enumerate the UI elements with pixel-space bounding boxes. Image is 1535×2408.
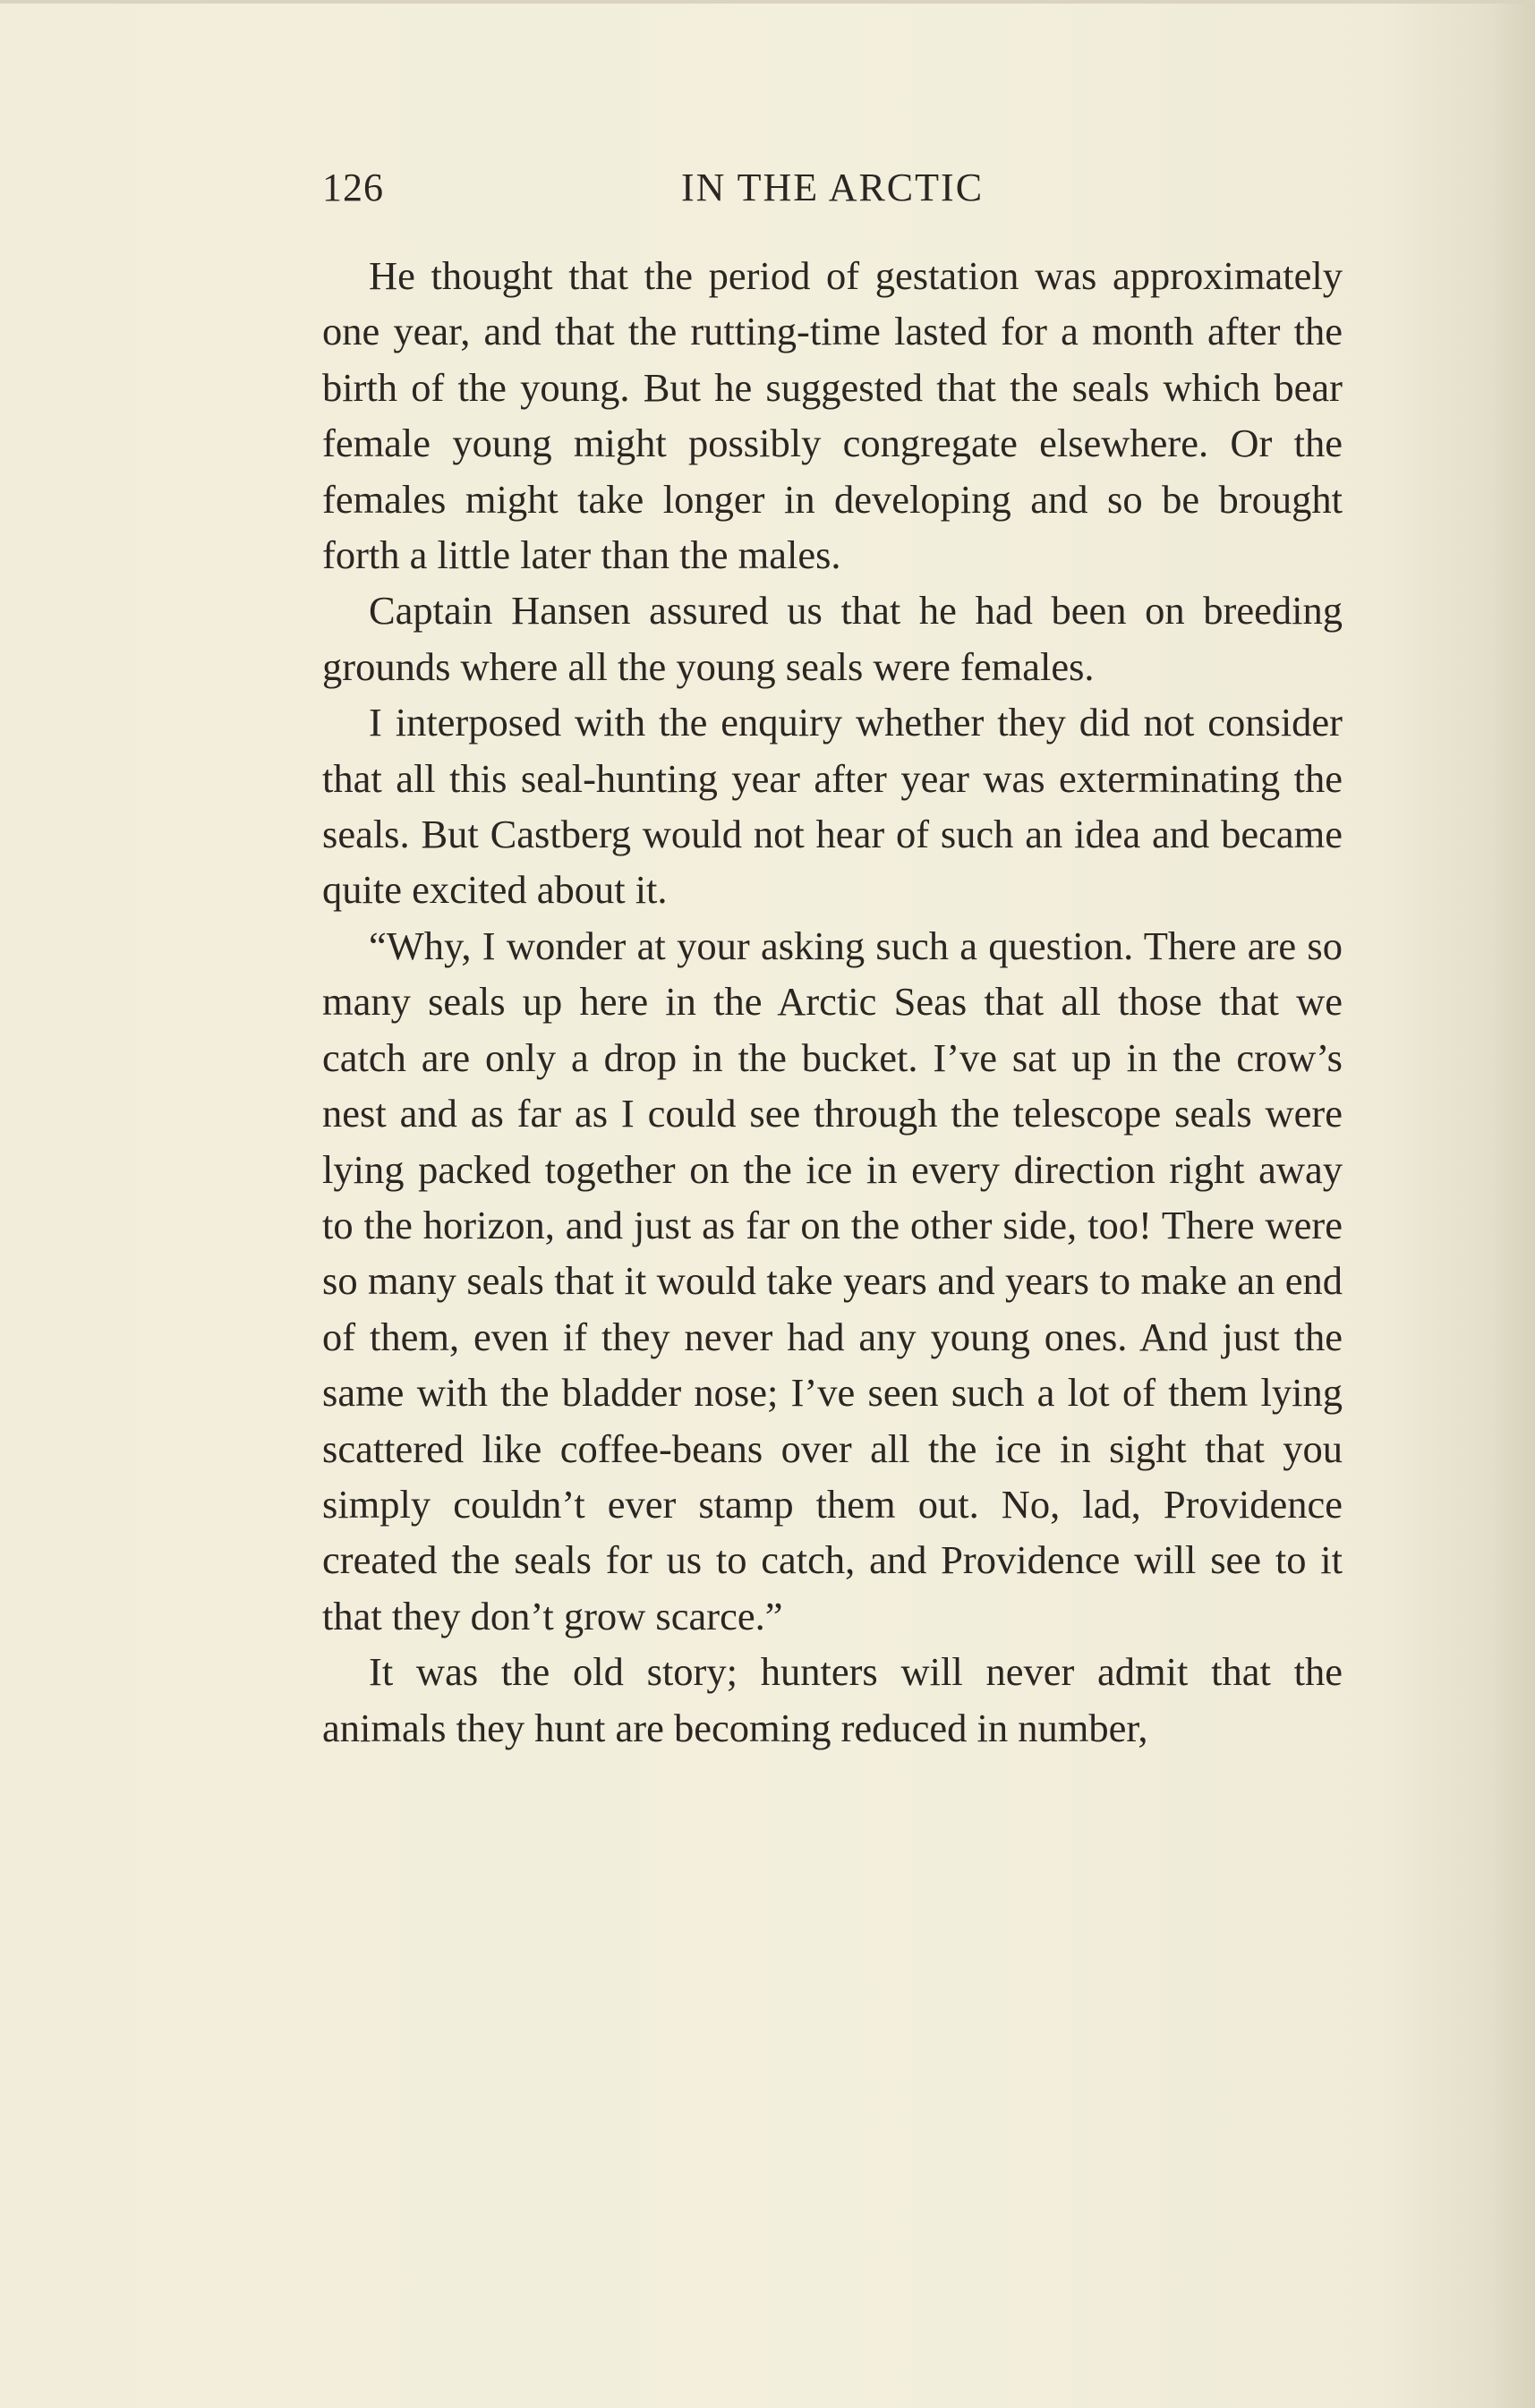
- paragraph-enquiry: I interposed with the enquiry whether they did not consider that all this seal-hunting year after year was exterminating the seals. But Castberg would not hear of such an idea and became quite excited about it.: [322, 700, 1343, 913]
- page-header: [322, 161, 1343, 215]
- page-number: 126: [322, 166, 384, 209]
- paragraph-gestation: He thought that the period of gestation was approximately one year, and that the rutting-time lasted for a month after the birth of the young. But he suggested that the seals which bear female young might possibly congregate elsewhere. Or the females might take longer in developing and so be brought forth a little later than the males.: [322, 253, 1343, 578]
- paragraph-old-story: It was the old story; hunters will never admit that the animals they hunt are becoming reduced in number,: [322, 1649, 1343, 1750]
- paragraph-captain-hansen: Captain Hansen assured us that he had been on breeding grounds where all the young seals were females.: [322, 588, 1343, 689]
- body-text: [322, 248, 1343, 1756]
- running-head: IN THE ARCTIC: [680, 166, 985, 209]
- page-top-edge: [0, 0, 1535, 4]
- paragraph-castberg-quote: “Why, I wonder at your asking such a question. There are so many seals up here in the Arctic Seas that all those that we catch are only a drop in the bucket. I’ve sat up in the crow’s nest and as far as I could see through the telescope seals were lying packed together on the ice in every direction right away to the horizon, and just as far on the other side, too! There were so many seals that it would take years and years to make an end of them, even if they never had any young ones. And just the same with the bladder nose; I’ve seen such a lot of them lying scattered like coffee-beans over all the ice in sight that you simply couldn’t ever stamp them out. No, lad, Providence created the seals for us to catch, and Providence will see to it that they don’t grow scarce.”: [322, 923, 1343, 1638]
